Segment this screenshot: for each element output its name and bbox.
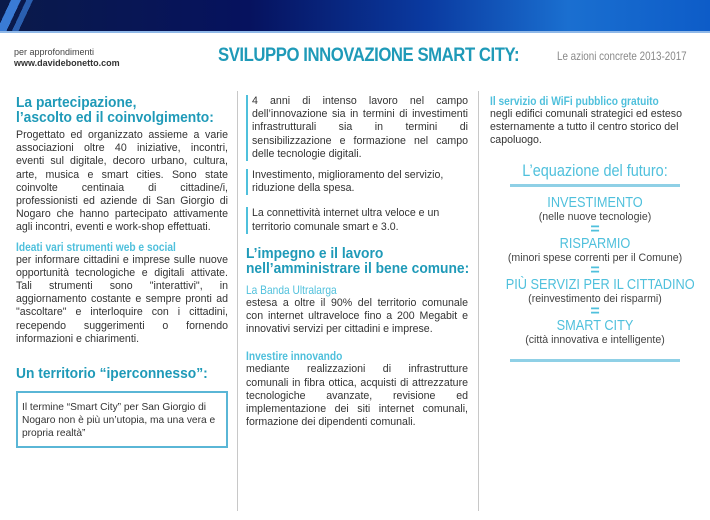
page-subtitle: Le azioni concrete 2013-2017 [557,49,687,63]
broadband-heading: La Banda Ultralarga [246,282,337,297]
equals-sign: = [590,220,600,238]
broadband-body: estesa a oltre il 90% del territorio comunale con internet ultraveloce fino a 200 Megabit e innovativi servizi per cittadini e imprese. [246,296,468,336]
equation-desc-investment: (nelle nuove tecnologie) [538,210,652,223]
equals-sign: = [590,302,600,320]
equation-title: L’equazione del futuro: [522,160,668,180]
participation-heading-line1: La partecipazione, [16,94,137,111]
column-future [490,95,700,362]
invest-innovating-body: mediante realizzazioni di infrastrutture comunali in fibra ottica, acquisti di attrezzature tecnologiche avanzate, revisione ed implementazione dei siti internet comunali, formazione dei dipendenti comunali. [246,363,468,429]
commitment-heading-line1: L’impegno e il lavoro [246,244,384,262]
column-commitment [246,95,468,429]
highlight-connectivity [246,207,468,233]
column-divider-left [237,91,238,511]
column-divider-right [478,91,479,511]
equation-desc-savings: (minori spese correnti per il Comune) [507,251,683,264]
source-label: per approfondimenti [14,47,95,57]
page-title: SVILUPPO INNOVAZIONE SMART CITY: [218,45,520,66]
equation-term-savings: RISPARMIO [559,234,631,252]
highlight-work [246,95,468,161]
equation-term-services: PIÙ SERVIZI PER IL CITTADINO [505,275,695,293]
header-banner [0,0,710,32]
highlight-work-text: 4 anni di intenso lavoro nel campo dell’innovazione sia in termini di investimenti infrastrutturali sia in termini di sensibilizzazione e formazione nel campo delle tecnologie digitali. [252,95,468,160]
source-info [14,47,120,69]
equation-term-investment: INVESTIMENTO [547,193,643,211]
equals-sign: = [590,261,600,279]
equation-desc-services: (reinvestimento dei risparmi) [528,292,662,305]
participation-heading-line2: l’ascolto ed il coinvolgimento: [16,109,214,126]
equation-top-rule [510,184,680,187]
highlight-connectivity-text: La connettività internet ultra veloce e un territorio comunale smart e 3.0. [252,207,440,233]
highlight-investment [246,169,468,195]
equation-bottom-rule [510,359,680,362]
commitment-heading-line2: nell’amministrare il bene comune: [246,259,470,277]
banner-stripe-decoration [0,0,40,32]
hyperconnected-heading: Un territorio “iperconnesso”: [16,365,208,383]
equation-desc-smart-city: (città innovativa e intelligente) [525,333,665,346]
participation-body: Progettato ed organizzato assieme a varie associazioni oltre 40 iniziative, incontri, eventi sul digitale, decoro urbano, cultura, arte, musica e smart cities. Sono state coinvolte centinaia di cittadine/i, professionisti ed aziende di San Giorgio di Nogaro che hanno partecipato attivamente agli incontri, eventi e work-shop effettuati. [16,129,228,234]
invest-innovating-heading: Investire innovando [246,349,343,364]
equation-term-smart-city: SMART CITY [556,316,634,334]
quote-text: Il termine “Smart City” per San Giorgio di Nogaro non è più un’utopia, ma una vera e propria realtà” [22,402,216,440]
quote-box [16,391,228,448]
wifi-body: negli edifici comunali strategici ed esteso esternamente a tutto il centro storico del capoluogo. [490,108,682,147]
wifi-heading: Il servizio di WiFi pubblico gratuito [490,94,659,108]
source-url: www.davidebonetto.com [14,58,120,68]
highlight-investment-text: Investimento, miglioramento del servizio, riduzione della spesa. [252,169,444,195]
web-social-body: per informare cittadini e imprese sulle nuove opportunità tecnologiche e digitali attivate. Tali strumenti sono "interattivi", in aggiornamento costante e sempre pronti ad "ascoltare" e interloquire con i cittadini, recependo suggerimenti o fornendo informazioni e chiarimenti. [16,253,228,345]
web-social-heading: Ideati vari strumenti web e social [16,239,176,254]
document-page [0,33,710,520]
column-participation [16,95,228,448]
